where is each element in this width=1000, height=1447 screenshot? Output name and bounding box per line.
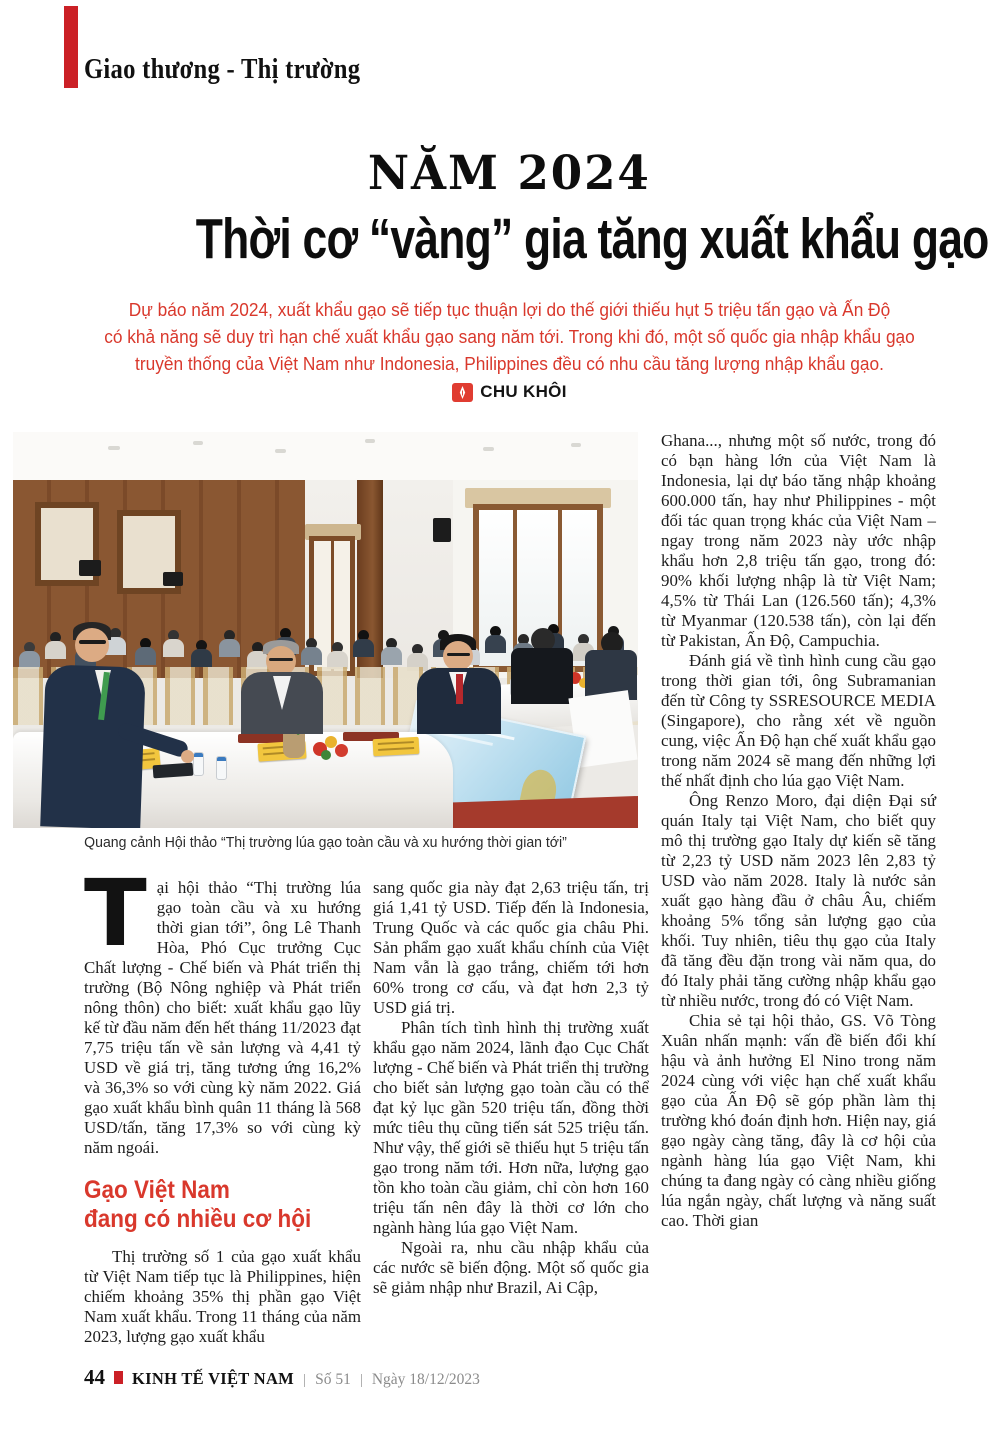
paragraph: Đánh giá về tình hình cung cầu gạo trong thời gian tới, ông Subramanian đến từ Công ty SSRESOURCE MEDIA (Singapore), cho rằng xét về nguồn cung, việc Ấn Độ hạn chế xuất khẩu gạo trong năm 2024 sẽ mang đến những lợi thế nhất định cho lúa gạo Việt Nam. [661, 651, 936, 790]
crosshead-line: đang có nhiều cơ hội [84, 1205, 312, 1233]
ceiling [13, 432, 638, 484]
water-bottle [193, 752, 204, 776]
lede-line: có khả năng sẽ duy trì hạn chế xuất khẩu gạo sang năm tới. Trong khi đó, một số quốc gia nhập khẩu gạo [104, 327, 915, 347]
paragraph-text: ại hội thảo “Thị trường lúa gạo toàn cầu và xu hướng thời gian tới”, ông Lê Thanh Hòa, Phó Cục trưởng Cục Chất lượng - Chế biến và Phát triển thị trường (Bộ Nông nghiệp và Phát triển nông thôn) cho biết: xuất khẩu gạo lũy kế từ đầu năm đến hết tháng 11/2023 đạt 7,75 triệu tấn về sản lượng và 4,41 tỷ USD về giá trị, tăng tương ứng 16,2% và 36,3% so với cùng kỳ năm 2022. Giá gạo xuất khẩu bình quân 11 tháng là 568 USD/tấn, tăng 17,3% so với cùng kỳ năm ngoái. [84, 878, 361, 1157]
column-3 [661, 431, 936, 1231]
footer-accent-square [114, 1371, 123, 1384]
ceiling-light [571, 443, 581, 447]
paragraph: Ngoài ra, nhu cầu nhập khẩu của các nước sẽ biến động. Một số quốc gia sẽ giảm nhập như Brazil, Ai Cập, [373, 1238, 649, 1297]
ceiling-light [365, 439, 375, 443]
wall-speaker [433, 518, 451, 542]
ceiling-light [483, 447, 494, 451]
issue-date: Ngày 18/12/2023 [371, 1371, 480, 1388]
lede-line: truyền thống của Việt Nam như Indonesia, Philippines đều có nhu cầu tăng lượng nhập khẩu gạo. [135, 354, 884, 374]
paragraph: sang quốc gia này đạt 2,63 triệu tấn, trị giá 1,41 tỷ USD. Tiếp đến là Indonesia, Trung Quốc và các quốc gia châu Phi. Sản phẩm gạo xuất khẩu chính của Việt Nam vẫn là gạo trắng, chiếm tới hơn 60% trong cơ cấu, và đạt hơn 2,3 tỷ USD giá trị. [373, 878, 649, 1017]
wall-speaker [163, 572, 183, 586]
section-title: Giao thương - Thị trường [84, 54, 361, 85]
headline-row [84, 206, 989, 272]
publication-name: KINH TẾ VIỆT NAM [132, 1369, 295, 1388]
pen-icon-glyph [457, 386, 468, 399]
crosshead-line: Gạo Việt Nam [84, 1176, 230, 1204]
lede-line: Dự báo năm 2024, xuất khẩu gạo sẽ tiếp tục thuận lợi do thế giới thiếu hụt 5 triệu tấn gạo và Ấn Độ [128, 300, 891, 320]
kicker-row [84, 146, 935, 201]
water-bottle [216, 756, 227, 780]
section-accent-bar [64, 6, 78, 88]
photo-caption: Quang cảnh Hội thảo “Thị trường lúa gạo toàn cầu và xu hướng thời gian tới” [84, 835, 567, 851]
column-1 [84, 860, 361, 1347]
issue-number: Số 51 [315, 1371, 351, 1388]
plant-pot [283, 730, 305, 758]
pen-icon [452, 383, 473, 402]
kicker: NĂM 2024 [368, 146, 651, 201]
ceiling-light [275, 449, 286, 453]
paragraph [84, 860, 361, 1158]
flower-leaf [321, 750, 331, 760]
tablet [153, 763, 194, 779]
ceiling-light [108, 446, 120, 450]
page-footer [84, 1365, 480, 1390]
paragraph: Ghana..., nhưng một số nước, trong đó có bạn hàng lớn của Việt Nam là Indonesia, lại dự báo tăng nhập khoảng 600.000 tấn, hay như Philippines - một đối tác quan trọng khác của Việt Nam – ngay trong năm 2023 này ước nhập khẩu hơn 2,8 triệu tấn gạo, trong đó: 90% khối lượng nhập là từ Việt Nam; 4,5% từ Thái Lan (126.560 tấn); 4,3% từ Myanmar (120.538 tấn), còn lại đến từ Pakistan, Ấn Độ, Campuchia. [661, 431, 936, 650]
wall-speaker [79, 560, 101, 576]
paragraph: Phân tích tình hình thị trường xuất khẩu gạo năm 2024, lãnh đạo Cục Chất lượng - Chế biến và Phát triển thị trường cho biết sản lượng gạo toàn cầu có thể đạt kỷ lục gần 520 triệu tấn, đồng thời mức tiêu thụ cũng tiến sát 525 triệu tấn. Như vậy, thế giới sẽ thiếu hụt 5 triệu tấn gạo trong năm tới. Hơn nữa, lượng gạo tồn kho toàn cầu giảm, chỉ còn hơn 160 triệu tấn nên đây là thời cơ lớn cho ngành hàng lúa gạo Việt Nam. [373, 1018, 649, 1237]
author-name: CHU KHÔI [480, 382, 567, 401]
ceiling-light [193, 441, 203, 445]
paragraph: Chia sẻ tại hội thảo, GS. Võ Tòng Xuân nhấn mạnh: vấn đề biến đổi khí hậu và ảnh hưởng El Nino trong năm 2024 cùng với việc hạn chế xuất khẩu gạo của Ấn Độ sẽ góp phần làm thị trường khó đoán định hơn. Hiện nay, giá gạo ngày càng tăng, đây là cơ hội của ngành hàng lúa gạo Việt Nam, khi chúng ta đang ngày có càng nhiều giống lúa ngắn ngày, chất lượng và năng suất cao. Thời gian [661, 1011, 936, 1230]
drop-cap: T [84, 860, 147, 967]
crosshead [84, 1176, 333, 1234]
name-card [373, 737, 420, 756]
page-number: 44 [84, 1365, 105, 1389]
paragraph: Ông Renzo Moro, đại diện Đại sứ quán Italy tại Việt Nam, cho biết quy mô thị trường gạo Italy dự kiến sẽ tăng từ 2,23 tỷ USD năm 2023 lên 2,83 tỷ USD vào năm 2028. Italy là nước sản xuất gạo hàng đầu ở châu Âu, chiếm khoảng 5% tổng sản lượng gạo của khối. Tuy nhiên, tiêu thụ gạo của Italy đã tăng đều đặn trong vài năm qua, do đó Italy phải tăng cường nhập khẩu gạo từ nhiều nước, trong đó có Việt Nam. [661, 791, 936, 1010]
column-2 [373, 878, 649, 1298]
paragraph: Thị trường số 1 của gạo xuất khẩu từ Việt Nam tiếp tục là Philippines, hiện chiếm khoảng 35% thị phần gạo Việt Nam xuất khẩu. Trong 11 tháng của năm 2023, lượng gạo xuất khẩu [84, 1247, 361, 1346]
byline [84, 382, 935, 402]
conference-photo [13, 432, 638, 828]
flower [335, 744, 348, 757]
footer-separator: | [303, 1372, 307, 1388]
lede [84, 297, 935, 378]
footer-separator: | [359, 1372, 363, 1388]
headline: Thời cơ “vàng” gia tăng xuất khẩu gạo [195, 207, 989, 271]
